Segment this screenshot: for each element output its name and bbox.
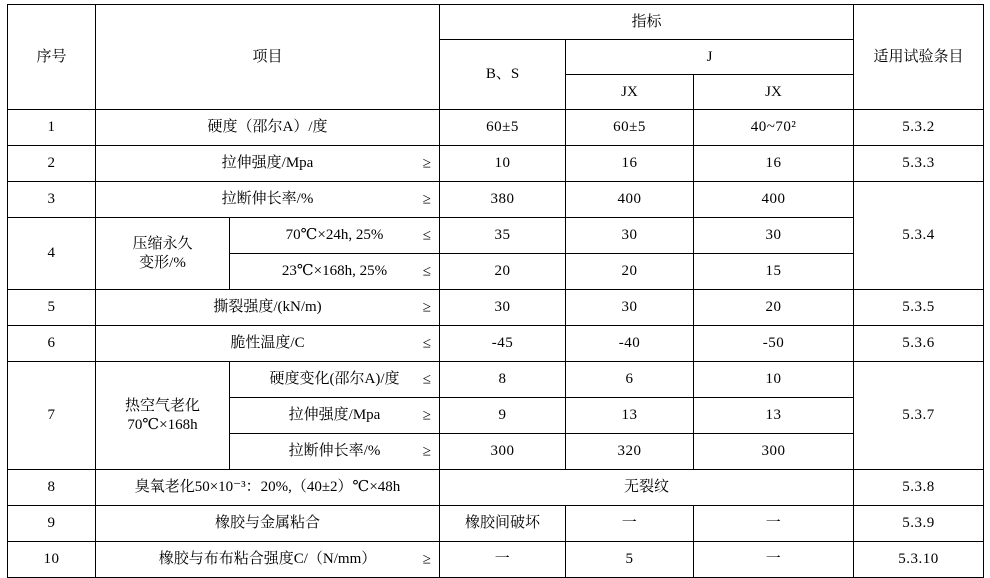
row-value-jx2: 300 — [694, 434, 854, 470]
row-value-bs: 35 — [440, 218, 566, 254]
row-value-bs: 一 — [440, 542, 566, 578]
row-clause: 5.3.6 — [854, 326, 984, 362]
row-sub-item — [230, 398, 440, 434]
row-item-label: 橡胶与金属粘合 — [215, 515, 321, 532]
row-item — [96, 182, 440, 218]
row-value-jx2: 一 — [694, 506, 854, 542]
row-value-jx2: 13 — [694, 398, 854, 434]
row-item-symbol: ≥ — [422, 191, 432, 208]
row-value-jx1: 6 — [566, 362, 694, 398]
table-row — [8, 470, 984, 506]
header-col-j: J — [566, 40, 854, 75]
row-value-jx2: 400 — [694, 182, 854, 218]
row-item — [96, 542, 440, 578]
header-test-clause — [854, 5, 984, 110]
row-clause: 5.3.3 — [854, 146, 984, 182]
header-row-1 — [8, 5, 984, 40]
row-value-bs: 橡胶间破坏 — [440, 506, 566, 542]
header-index-group: 指标 — [440, 5, 854, 40]
row-item-symbol: ≤ — [422, 335, 432, 352]
row-sub-item-symbol: ≥ — [422, 443, 432, 460]
row-value-jx2: 10 — [694, 362, 854, 398]
row-value-jx1: 20 — [566, 254, 694, 290]
row-item — [96, 110, 440, 146]
row-sub-item-symbol: ≤ — [422, 263, 432, 280]
row-group-label-line2: 70℃×168h — [127, 416, 198, 433]
row-clause: 5.3.8 — [854, 470, 984, 506]
header-item: 项目 — [96, 5, 440, 110]
row-value-bs: 380 — [440, 182, 566, 218]
table-row — [8, 326, 984, 362]
row-sub-item — [230, 254, 440, 290]
row-sub-item-symbol: ≥ — [422, 407, 432, 424]
row-sub-item — [230, 218, 440, 254]
row-clause: 5.3.5 — [854, 290, 984, 326]
table-row — [8, 542, 984, 578]
row-value-jx1: 30 — [566, 290, 694, 326]
row-item-symbol: ≥ — [422, 299, 432, 316]
row-group-label-line2: 变形/% — [139, 254, 186, 271]
row-seq: 1 — [8, 110, 96, 146]
row-item-label: 臭氧老化50×10⁻³：20%,（40±2）℃×48h — [134, 479, 401, 496]
row-group-label-line1: 压缩永久 — [132, 235, 193, 252]
row-value-jx2: 30 — [694, 218, 854, 254]
row-item-label: 拉伸强度/Mpa — [221, 155, 314, 172]
row-value-jx1: 400 — [566, 182, 694, 218]
header-col-jx2: JX — [694, 75, 854, 110]
header-test-clause-text: 适用试验条目 — [873, 48, 964, 65]
header-col-bs: B、S — [440, 40, 566, 110]
row-seq: 10 — [8, 542, 96, 578]
table-row — [8, 362, 984, 398]
header-col-jx1: JX — [566, 75, 694, 110]
row-item-label: 脆性温度/C — [230, 335, 305, 352]
row-value-jx1: 一 — [566, 506, 694, 542]
specification-table — [7, 4, 984, 578]
row-sub-item-symbol: ≤ — [422, 227, 432, 244]
row-item — [96, 146, 440, 182]
row-value-jx1: 13 — [566, 398, 694, 434]
row-seq: 3 — [8, 182, 96, 218]
row-item-symbol: ≥ — [422, 155, 432, 172]
row-seq: 7 — [8, 362, 96, 470]
row-clause: 5.3.2 — [854, 110, 984, 146]
row-value-merged: 无裂纹 — [440, 470, 854, 506]
row-value-jx2: 16 — [694, 146, 854, 182]
row-value-jx2: 20 — [694, 290, 854, 326]
row-value-bs: 9 — [440, 398, 566, 434]
row-value-jx1: 320 — [566, 434, 694, 470]
row-value-bs: 8 — [440, 362, 566, 398]
row-sub-item-label: 23℃×168h, 25% — [281, 263, 388, 280]
row-value-jx2: 40~70² — [694, 110, 854, 146]
row-clause: 5.3.9 — [854, 506, 984, 542]
row-clause: 5.3.4 — [854, 182, 984, 290]
row-sub-item-symbol: ≤ — [422, 371, 432, 388]
row-value-jx1: 5 — [566, 542, 694, 578]
row-value-jx2: 一 — [694, 542, 854, 578]
row-sub-item-label: 拉伸强度/Mpa — [288, 407, 381, 424]
table-row — [8, 110, 984, 146]
row-value-bs: 20 — [440, 254, 566, 290]
row-value-bs: -45 — [440, 326, 566, 362]
row-value-bs: 30 — [440, 290, 566, 326]
row-value-jx2: 15 — [694, 254, 854, 290]
row-group-label-line1: 热空气老化 — [124, 397, 200, 414]
row-value-bs: 300 — [440, 434, 566, 470]
row-clause: 5.3.7 — [854, 362, 984, 470]
document-page — [0, 4, 990, 568]
row-item-label: 拉断伸长率/% — [221, 191, 314, 208]
row-item — [96, 290, 440, 326]
row-sub-item-label: 70℃×24h, 25% — [285, 227, 384, 244]
row-seq: 2 — [8, 146, 96, 182]
table-row — [8, 290, 984, 326]
row-seq: 9 — [8, 506, 96, 542]
table-row — [8, 146, 984, 182]
row-group-label — [96, 218, 230, 290]
row-value-jx1: 16 — [566, 146, 694, 182]
row-value-jx1: 30 — [566, 218, 694, 254]
row-group-label — [96, 362, 230, 470]
row-value-jx2: -50 — [694, 326, 854, 362]
row-item — [96, 470, 440, 506]
row-sub-item-label: 硬度变化(邵尔A)/度 — [269, 371, 400, 388]
row-clause: 5.3.10 — [854, 542, 984, 578]
row-value-bs: 10 — [440, 146, 566, 182]
row-seq: 4 — [8, 218, 96, 290]
row-seq: 5 — [8, 290, 96, 326]
row-item-label: 撕裂强度/(kN/m) — [213, 299, 322, 316]
row-sub-item — [230, 434, 440, 470]
header-seq: 序号 — [8, 5, 96, 110]
row-sub-item-label: 拉断伸长率/% — [288, 443, 381, 460]
row-value-jx1: 60±5 — [566, 110, 694, 146]
row-item — [96, 326, 440, 362]
row-item-symbol: ≥ — [422, 551, 432, 568]
row-seq: 8 — [8, 470, 96, 506]
table-row — [8, 182, 984, 218]
row-sub-item — [230, 362, 440, 398]
row-value-bs: 60±5 — [440, 110, 566, 146]
table-row — [8, 218, 984, 254]
row-item-label: 硬度（邵尔A）/度 — [207, 119, 328, 136]
row-item-label: 橡胶与布布粘合强度C/（N/mm） — [158, 551, 377, 568]
row-seq: 6 — [8, 326, 96, 362]
row-value-jx1: -40 — [566, 326, 694, 362]
